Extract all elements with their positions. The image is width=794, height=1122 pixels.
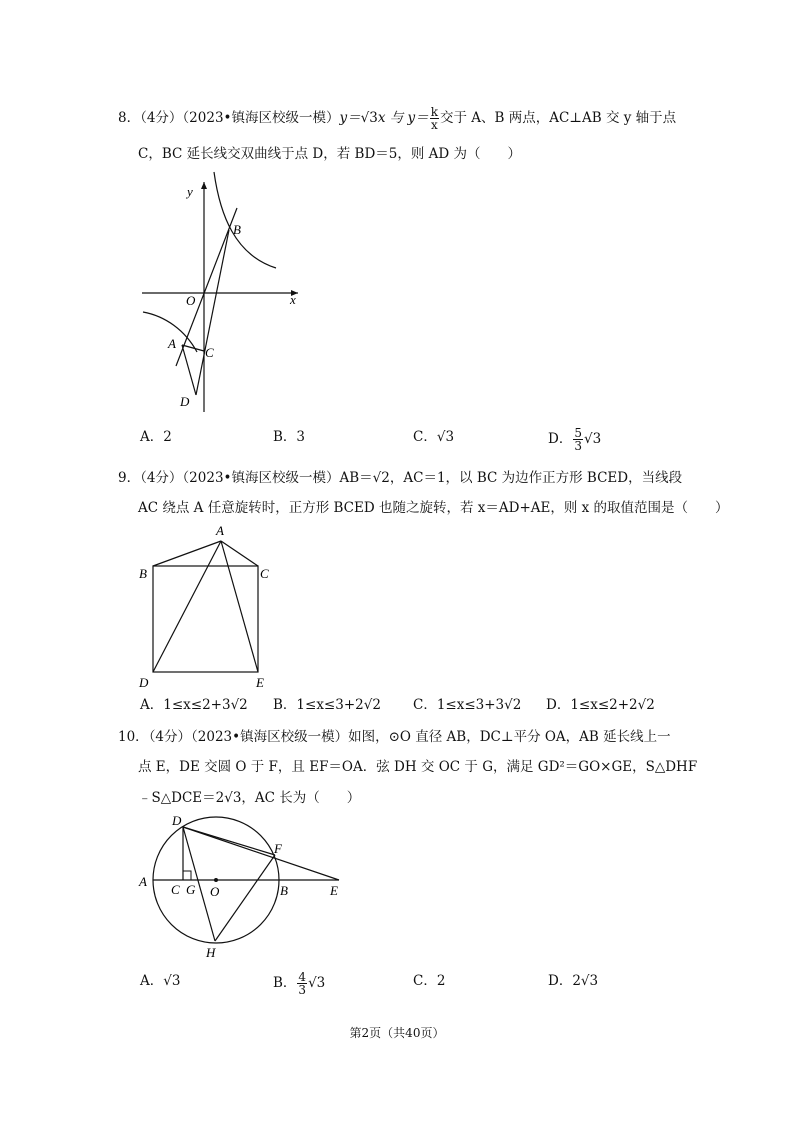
q8-figure [136,168,316,413]
q10-stem-line1 [118,727,671,747]
q8-frac-num: k [430,105,438,119]
q9-line1: （4分）（2023•镇海区校级一模）AB＝√2，AC＝1，以 BC 为边作正方形 BCED，当线段 [140,470,683,486]
q9-option-b: B．1≤x≤3+2√2 [273,697,381,713]
q10-label-F: F [274,841,282,856]
q9-label-E: E [256,675,264,690]
q8-label-A: A [168,336,176,351]
q10-option-d: D．2√3 [548,973,599,989]
q10-option-a: A．√3 [140,973,181,989]
page-footer: 第2页（共40页） [349,1026,445,1040]
q8-option-c [413,427,454,447]
q9-stem-line2: AC 绕点 A 任意旋转时，正方形 BCED 也随之旋转，若 x＝AD+AE，则 x 的取值范围是（ ） [138,500,729,516]
q8-option-c-prefix: C． [413,429,437,445]
q10-option-c: C．2 [413,973,446,989]
q10-stem-line2: 点 E，DE 交圆 O 于 F，且 EF＝OA．弦 DH 交 OC 于 G，满足 GD²＝GO×GE，S△DHF [138,759,698,775]
q10-option-b-num: 4 [298,970,307,984]
q9-stem-line1 [118,468,682,488]
q10-option-b-den: 3 [298,983,307,997]
q8-stem-line2: C，BC 延长线交双曲线于点 D，若 BD＝5，则 AD 为（ ） [138,146,522,162]
q10-label-D: D [172,813,182,828]
q9-option-c: C．1≤x≤3+3√2 [413,697,522,713]
q8-stem-line1 [118,106,676,131]
q8-number: 8． [118,110,141,126]
q8-frac-den: x [430,118,438,132]
q8-text-c: 交于 A、B 两点，AC⊥AB 交 y 轴于点 [439,110,677,126]
q8-option-a: A．2 [140,429,172,445]
q8-option-c-value: √3 [436,429,455,445]
q8-option-d-num: 5 [574,426,582,440]
q10-label-O: O [210,884,220,899]
q8-sqrt3: √3 [360,110,378,126]
q8-option-b: B．3 [273,429,306,445]
q10-number: 10． [118,729,149,745]
q8-option-d-prefix: D． [548,431,573,447]
q10-label-G: G [186,882,196,897]
q8-text-b: x 与 y＝ [377,110,429,126]
q8-meta: （4分）（2023•镇海区校级一模） [140,110,340,126]
q10-option-b-value: √3 [308,975,326,991]
q9-label-A: A [216,523,224,538]
q8-option-d-den: 3 [574,439,582,453]
q10-option-b-prefix: B． [273,975,297,991]
q8-option-d [548,427,601,452]
q8-label-y: y [187,184,193,199]
q10-figure [136,808,346,963]
q8-label-D: D [180,394,190,409]
q8-label-x: x [290,292,296,307]
q10-line1: （4分）（2023•镇海区校级一模）如图，⊙O 直径 AB，DC⊥平分 OA，AB 延长线上一 [148,729,671,745]
q10-option-b-fraction [297,971,307,996]
q9-label-D: D [139,675,149,690]
q9-label-B: B [139,566,147,581]
q10-label-A: A [139,874,147,889]
q8-label-O: O [186,293,196,308]
q10-stem-line3: ﹣S△DCE＝2√3，AC 长为（ ） [138,790,361,806]
q9-option-d: D．1≤x≤2+2√2 [546,697,655,713]
q10-label-H: H [206,945,216,960]
q8-text-a: y＝ [339,110,361,126]
q8-label-B: B [233,222,241,237]
q10-label-C: C [171,882,180,897]
q10-label-B: B [280,883,288,898]
q9-label-C: C [260,566,269,581]
q8-fraction [430,106,439,131]
q9-figure [136,520,286,695]
q8-option-d-value: √3 [583,431,602,447]
q8-label-C: C [205,345,214,360]
q9-option-a: A．1≤x≤2+3√2 [140,697,248,713]
q10-option-b [273,971,325,996]
q9-number: 9． [118,470,141,486]
q10-label-E: E [330,883,338,898]
q8-option-d-fraction [573,427,583,452]
